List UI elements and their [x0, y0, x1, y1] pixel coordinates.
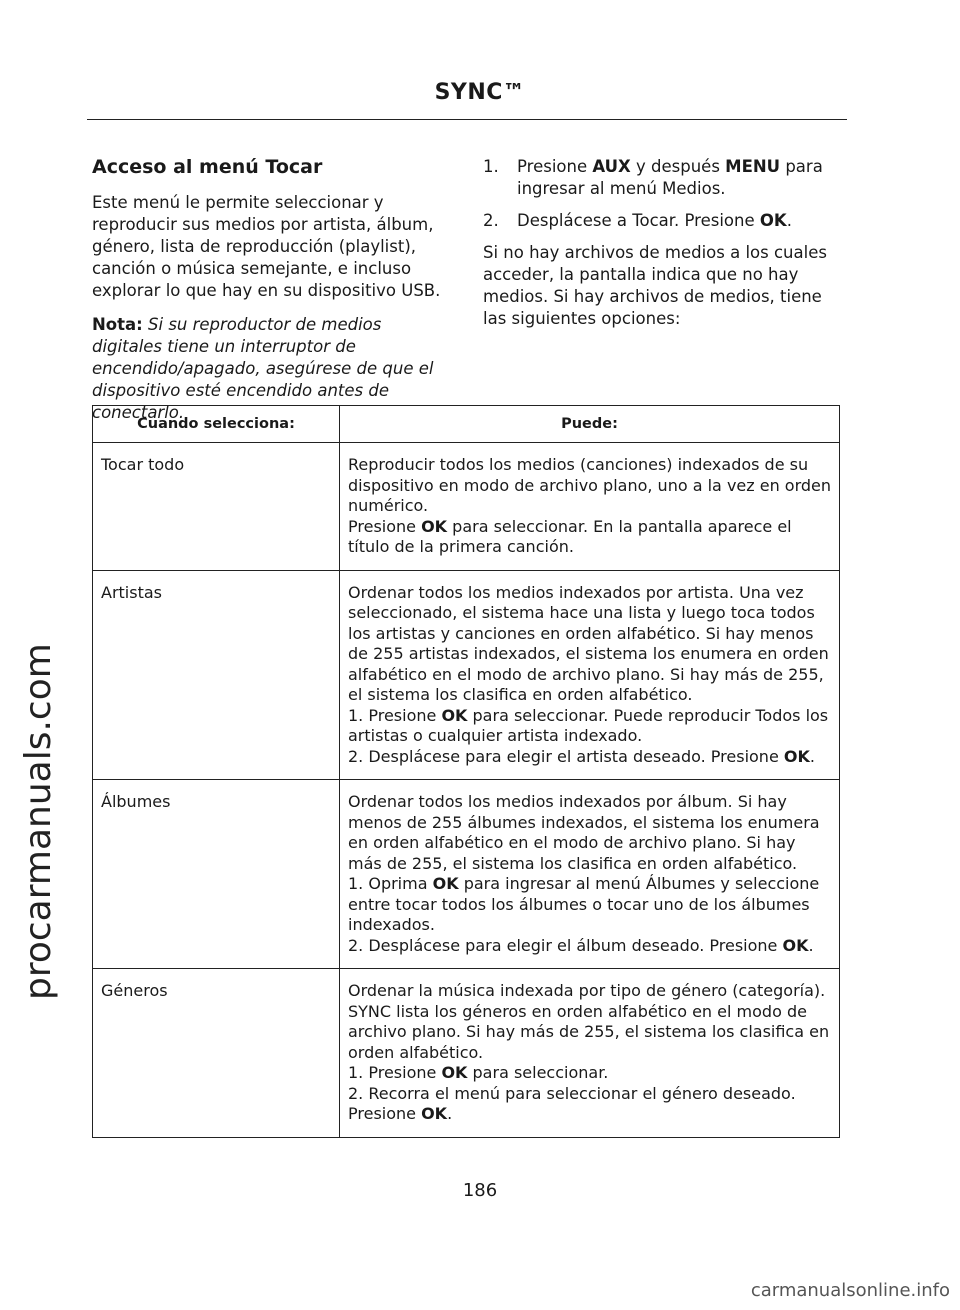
option-cell: Tocar todo	[93, 443, 340, 571]
action-cell: Ordenar todos los medios indexados por álbum. Si hay menos de 255 álbumes indexados, el sistema los enumera en orden alfabético en el modo de archivo plano. Si hay más de 255, el sistema los clasifica en orden alfabético. 1. Oprima OK para ingresar al menú Álbumes y seleccione entre tocar todos los álbumes o tocar uno de los álbumes indexados. 2. Desplácese para elegir el álbum deseado. Presione OK.	[340, 780, 840, 969]
table-header-row	[93, 406, 840, 443]
step-number: 2.	[483, 211, 499, 230]
table-row	[93, 443, 840, 571]
table-row	[93, 780, 840, 969]
step-item	[483, 156, 843, 200]
ok-key: OK	[759, 211, 787, 230]
option-cell: Artistas	[93, 570, 340, 780]
page-header-title: SYNC™	[434, 80, 526, 105]
table-row	[93, 969, 840, 1138]
right-column	[483, 156, 843, 342]
note-label: Nota:	[92, 315, 143, 334]
left-column	[92, 156, 452, 436]
step-item	[483, 210, 843, 232]
column-header-option: Cuando selecciona:	[93, 406, 340, 443]
option-cell: Álbumes	[93, 780, 340, 969]
column-header-action: Puede:	[340, 406, 840, 443]
options-intro: Si no hay archivos de medios a los cuales acceder, la pantalla indica que no hay medios. Si hay archivos de medios, tiene las siguientes opciones:	[483, 243, 827, 328]
step-text: Presione AUX y después MENU para ingresar al menú Medios.	[517, 157, 823, 198]
step-number: 1.	[483, 157, 499, 176]
header-divider	[87, 119, 847, 120]
note-text: Si su reproductor de medios digitales tiene un interruptor de encendido/apagado, asegúrese de que el dispositivo esté encendido antes de conectarlo.	[92, 315, 434, 422]
option-cell: Géneros	[93, 969, 340, 1138]
action-cell: Ordenar todos los medios indexados por artista. Una vez seleccionado, el sistema hace una lista y luego toca todos los artistas y canciones en orden alfabético. Si hay menos de 255 artistas indexados, el sistema los enumera en orden alfabético en el modo de archivo plano. Si hay más de 255, el sistema los clasifica en orden alfabético. 1. Presione OK para seleccionar. Puede reproducir Todos los artistas o cualquier artista indexado. 2. Desplácese para elegir el artista deseado. Presione OK.	[340, 570, 840, 780]
section-title: Acceso al menú Tocar	[92, 156, 323, 178]
page-number: 186	[462, 1180, 498, 1201]
step-text: Desplácese a Tocar. Presione OK.	[517, 211, 792, 230]
menu-key: MENU	[725, 157, 781, 176]
action-cell: Ordenar la música indexada por tipo de género (categoría). SYNC lista los géneros en orden alfabético en el modo de archivo plano. Si hay más de 255, el sistema los clasifica en orden alfabético. 1. Presione OK para seleccionar. 2. Recorra el menú para seleccionar el género deseado. Presione OK.	[340, 969, 840, 1138]
aux-key: AUX	[592, 157, 631, 176]
bottom-watermark: carmanualsonline.info	[750, 1280, 950, 1301]
action-cell: Reproducir todos los medios (canciones) indexados de su dispositivo en modo de archivo plano, uno a la vez en orden numérico. Presione OK para seleccionar. En la pantalla aparece el título de la primera canción.	[340, 443, 840, 571]
table-row	[93, 570, 840, 780]
side-watermark: procarmanuals.com	[18, 643, 59, 1000]
steps-list	[483, 156, 843, 232]
intro-paragraph: Este menú le permite seleccionar y reproducir sus medios por artista, álbum, género, lista de reproducción (playlist), canción o música semejante, e incluso explorar lo que hay en su dispositivo USB.	[92, 193, 441, 300]
options-table	[92, 405, 840, 1138]
